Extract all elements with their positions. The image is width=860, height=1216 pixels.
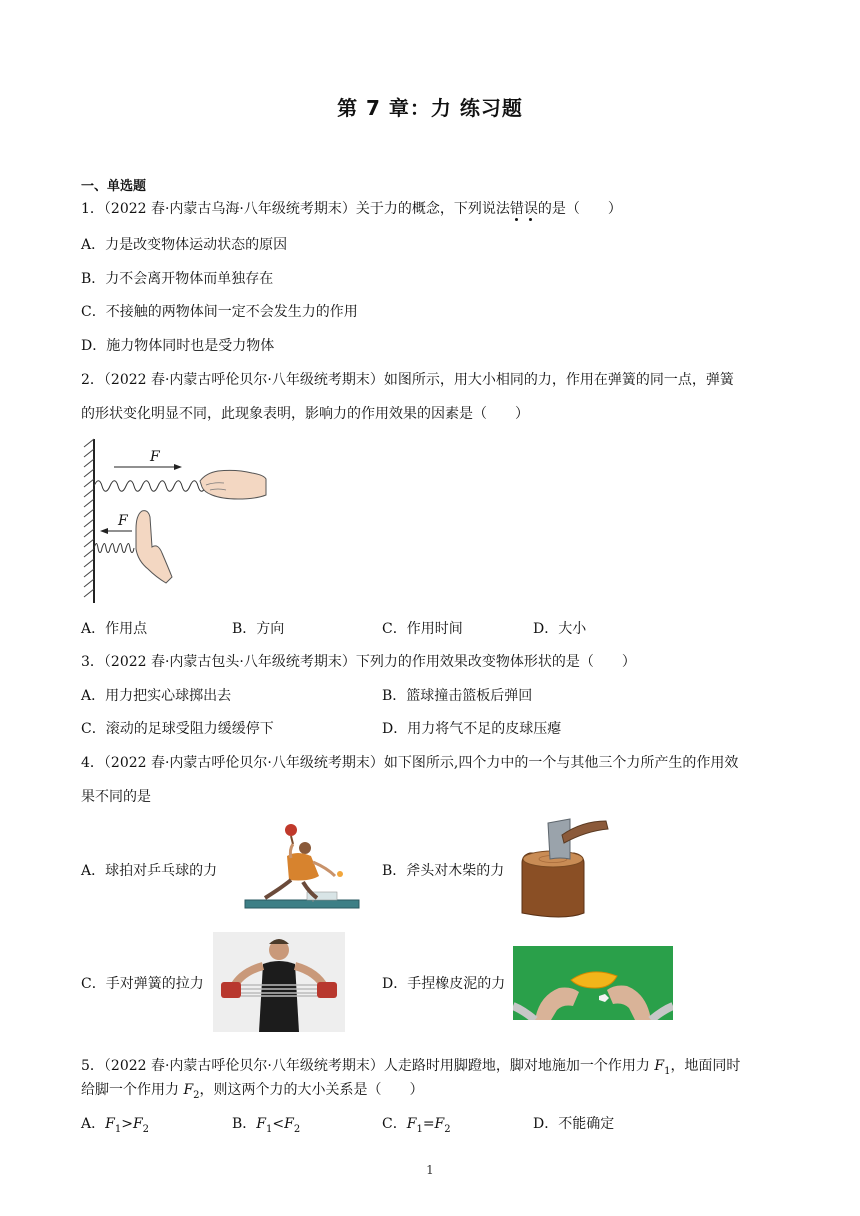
q5-option-c: C．$F_1=F_2$ [382,1116,451,1135]
force-label-bottom: F [118,513,128,529]
q3-option-a: A．用力把实心球掷出去 [81,688,232,704]
q4-stem-line2: 果不同的是 [81,789,151,805]
q2-option-c: C．作用时间 [382,621,463,637]
page-title: 第 7 章：力 练习题 [337,96,523,120]
emphasis-dot-char: 误 [523,201,538,217]
pushing-hand-icon [136,511,172,583]
q1-stem: 1．（2022 春·内蒙古乌海·八年级统考期末）关于力的概念，下列说法错误的是（ ） [81,201,622,217]
section-heading: 一、单选题 [81,179,147,194]
q1-option-d: D．施力物体同时也是受力物体 [81,338,275,354]
q1-option-c: C．不接触的两物体间一定不会发生力的作用 [81,304,358,320]
axe-woodchopping-picture [518,813,610,923]
q5-option-b: B．$F_1<F_2$ [232,1116,301,1135]
pulling-hand-icon [200,470,266,499]
compressed-spring [94,544,134,553]
q3-option-d: D．用力将气不足的皮球压瘪 [382,721,562,737]
spring-expander-picture [213,932,345,1032]
q1-option-a: A．力是改变物体运动状态的原因 [81,237,288,253]
spring-force-figure [82,437,267,607]
q2-option-b: B．方向 [232,621,285,637]
squeezing-clay-picture [513,946,673,1020]
q4-option-d: D．手捏橡皮泥的力 [382,976,506,992]
q5-option-d: D．不能确定 [533,1116,615,1132]
q5-stem-line2: 给脚一个作用力 $F_2$，则这两个力的大小关系是（ ） [81,1082,424,1101]
emphasis-dot-char: 错 [509,201,524,217]
table-tennis-picture [243,822,361,912]
q2-option-a: A．作用点 [81,621,148,637]
q3-option-c: C．滚动的足球受阻力缓缓停下 [81,721,274,737]
q1-option-b: B．力不会离开物体而单独存在 [81,271,274,287]
q5-option-a: A．$F_1>F_2$ [81,1116,150,1135]
q4-option-a: A．球拍对乒乓球的力 [81,863,218,879]
q4-stem-line1: 4．（2022 春·内蒙古呼伦贝尔·八年级统考期末）如下图所示,四个力中的一个与其他三个力所产生的作用效 [81,755,739,771]
q3-option-b: B．篮球撞击篮板后弹回 [382,688,533,704]
q2-option-d: D．大小 [533,621,587,637]
q2-stem-line1: 2．（2022 春·内蒙古呼伦贝尔·八年级统考期末）如图所示，用大小相同的力，作用在弹簧的同一点，弹簧 [81,372,734,388]
q4-option-b: B．斧头对木柴的力 [382,863,505,879]
q5-stem-line1: 5．（2022 春·内蒙古呼伦贝尔·八年级统考期末）人走路时用脚蹬地，脚对地施加一个作用力 $F_1$，地面同时 [81,1058,741,1077]
q2-stem-line2: 的形状变化明显不同，此现象表明，影响力的作用效果的因素是（ ） [81,406,529,422]
q3-stem: 3．（2022 春·内蒙古包头·八年级统考期末）下列力的作用效果改变物体形状的是（ ） [81,654,636,670]
q4-option-c: C．手对弹簧的拉力 [81,976,204,992]
force-label-top: F [150,449,160,465]
page-number: 1 [426,1163,434,1177]
